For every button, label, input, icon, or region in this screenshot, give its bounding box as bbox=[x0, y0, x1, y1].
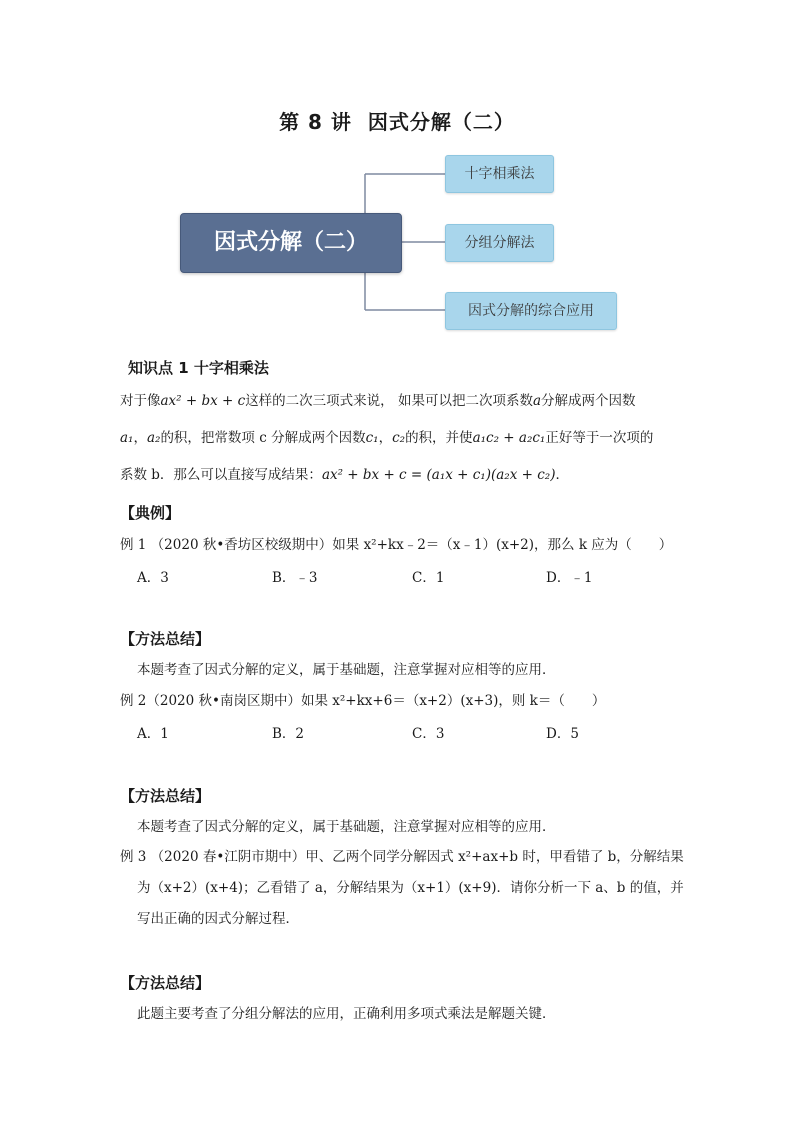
summary-1: 本题考查了因式分解的定义，属于基础题，注意掌握对应相等的应用． bbox=[137, 662, 556, 678]
example-1-option-b: B．﹣3 bbox=[272, 570, 318, 586]
mindmap-connectors bbox=[0, 0, 794, 400]
example-2-option-d: D．5 bbox=[546, 726, 579, 742]
math-var: c₂ bbox=[392, 430, 406, 446]
text: 正好等于一次项的 bbox=[545, 430, 654, 446]
math-expr: ax² + bx + c bbox=[160, 393, 246, 409]
text: ． bbox=[555, 467, 569, 483]
math-var: c₁ bbox=[365, 430, 379, 446]
text: 这样的二次三项式来说， 如果可以把二次项系数 bbox=[245, 393, 533, 409]
math-var: a₂ bbox=[146, 430, 161, 446]
lecture-topic: 因式分解（二） bbox=[367, 110, 515, 134]
summary-heading-2: 【方法总结】 bbox=[120, 787, 211, 805]
summary-heading-1: 【方法总结】 bbox=[120, 630, 211, 648]
text: ， bbox=[378, 430, 393, 446]
example-1-option-d: D．﹣1 bbox=[546, 570, 593, 586]
mindmap-node-cross-multiplication: 十字相乘法 bbox=[445, 155, 554, 193]
example-3-line-3: 写出正确的因式分解过程． bbox=[137, 911, 299, 927]
example-3-line-2: 为（x+2）(x+4)；乙看错了 a，分解结果为（x+1）(x+9)．请你分析一下 a、b 的值，并 bbox=[137, 880, 684, 896]
math-var: a bbox=[532, 393, 542, 409]
math-expr: ax² + bx + c = (a₁x + c₁)(a₂x + c₂) bbox=[321, 467, 556, 483]
example-3-line-1: 例 3 （2020 春•江阴市期中）甲、乙两个同学分解因式 x²+ax+b 时，甲看错了 b，分解结果 bbox=[120, 849, 684, 865]
summary-heading-3: 【方法总结】 bbox=[120, 974, 211, 992]
mindmap-node-grouping: 分组分解法 bbox=[445, 224, 554, 262]
text: 对于像 bbox=[120, 393, 161, 409]
text: 系数 b．那么可以直接写成结果： bbox=[120, 467, 322, 483]
summary-3: 此题主要考查了分组分解法的应用，正确利用多项式乘法是解题关键． bbox=[137, 1006, 556, 1022]
example-1-option-c: C．1 bbox=[412, 570, 445, 586]
kp1-line-2 bbox=[120, 428, 653, 448]
example-heading: 【典例】 bbox=[120, 504, 181, 522]
math-var: a₁ bbox=[120, 430, 134, 446]
text: 分解成两个因数 bbox=[541, 393, 636, 409]
example-2-stem: 例 2（2020 秋•南岗区期中）如果 x²+kx+6＝（x+2）(x+3)，则 k＝（ ） bbox=[120, 693, 606, 709]
lecture-number: 第 8 讲 bbox=[279, 110, 352, 134]
text: 的积，把常数项 c 分解成两个因数 bbox=[160, 430, 366, 446]
example-1-option-a: A．3 bbox=[137, 570, 169, 586]
kp1-heading: 知识点 1 十字相乘法 bbox=[128, 359, 269, 377]
example-2-option-b: B．2 bbox=[272, 726, 305, 742]
example-2-option-c: C．3 bbox=[412, 726, 445, 742]
example-2-option-a: A．1 bbox=[137, 726, 169, 742]
example-1-stem: 例 1 （2020 秋•香坊区校级期中）如果 x²+kx﹣2＝（x﹣1）(x+2)，那么 k 应为（ ） bbox=[120, 537, 673, 553]
text: ， bbox=[133, 430, 147, 446]
math-expr: a₁c₂ + a₂c₁ bbox=[472, 430, 546, 446]
kp1-line-1 bbox=[120, 391, 636, 411]
summary-2: 本题考查了因式分解的定义，属于基础题，注意掌握对应相等的应用． bbox=[137, 819, 556, 835]
mindmap-node-comprehensive: 因式分解的综合应用 bbox=[445, 292, 617, 330]
text: 的积，并使 bbox=[405, 430, 473, 446]
kp1-line-3 bbox=[120, 465, 569, 485]
mindmap-center-node: 因式分解（二） bbox=[180, 213, 402, 273]
